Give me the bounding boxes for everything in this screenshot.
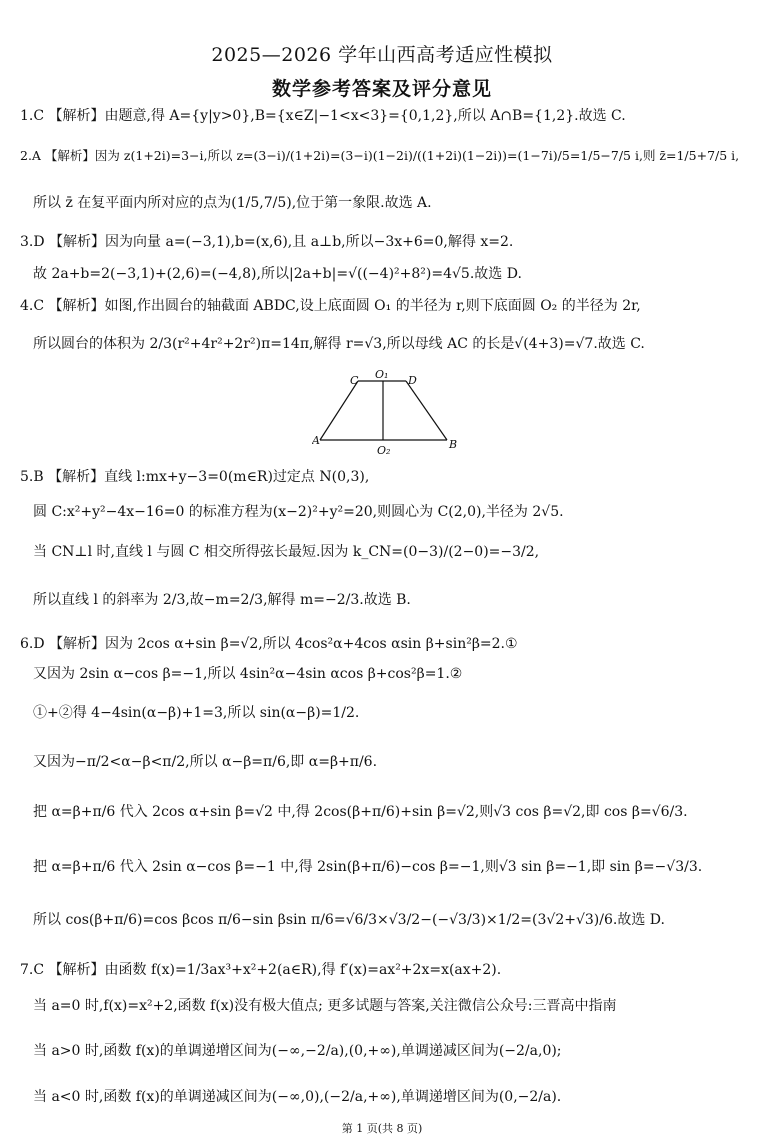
answer-line: 故 2a+b=2(−3,1)+(2,6)=(−4,8),所以|2a+b|=√((−4)²+8²)=4√5.故选 D. <box>33 266 522 282</box>
frustum-axial-section-figure <box>312 370 460 456</box>
page-footer: 第 1 页(共 8 页) <box>341 1122 423 1135</box>
figure-label-o1: O₁ <box>375 370 389 381</box>
answer-line: 2.A 【解析】因为 z(1+2i)=3−i,所以 z=(3−i)/(1+2i)=(3−i)(1−2i)/((1+2i)(1−2i))=(1−7i)/5=1/5−7/5 i,则 z̄=1/5+7/5 i, <box>20 148 740 163</box>
answer-line: 把 α=β+π/6 代入 2cos α+sin β=√2 中,得 2cos(β+π/6)+sin β=√2,则√3 cos β=√2,即 cos β=√6/3. <box>33 804 688 820</box>
answer-line: ①+②得 4−4sin(α−β)+1=3,所以 sin(α−β)=1/2. <box>33 705 360 721</box>
answer-subtitle: 数学参考答案及评分意见 <box>271 78 492 100</box>
answer-line: 当 a<0 时,函数 f(x)的单调递减区间为(−∞,0),(−2/a,+∞),单调递增区间为(0,−2/a). <box>33 1089 562 1105</box>
answer-line: 当 a>0 时,函数 f(x)的单调递增区间为(−∞,−2/a),(0,+∞),单调递减区间为(−2/a,0); <box>33 1043 562 1059</box>
answer-line: 当 CN⊥l 时,直线 l 与圆 C 相交所得弦长最短.因为 k_CN=(0−3)/(2−0)=−3/2, <box>33 544 540 560</box>
answer-line: 又因为 2sin α−cos β=−1,所以 4sin²α−4sin αcos β+cos²β=1.② <box>33 666 463 682</box>
answer-line: 所以圆台的体积为 2/3(r²+4r²+2r²)π=14π,解得 r=√3,所以母线 AC 的长是√(4+3)=√7.故选 C. <box>33 336 645 352</box>
figure-label-c: C <box>350 374 359 387</box>
figure-label-a: A <box>312 434 320 447</box>
figure-label-o2: O₂ <box>377 444 391 456</box>
answer-line: 圆 C:x²+y²−4x−16=0 的标准方程为(x−2)²+y²=20,则圆心为 C(2,0),半径为 2√5. <box>33 504 564 520</box>
answer-line: 当 a=0 时,f(x)=x²+2,函数 f(x)没有极大值点; 更多试题与答案,关注微信公众号:三晋高中指南 <box>33 998 617 1014</box>
answer-line: 4.C 【解析】如图,作出圆台的轴截面 ABDC,设上底面圆 O₁ 的半径为 r,则下底面圆 O₂ 的半径为 2r, <box>20 298 641 314</box>
figure-label-d: D <box>408 374 417 387</box>
answer-line: 又因为−π/2<α−β<π/2,所以 α−β=π/6,即 α=β+π/6. <box>33 754 378 770</box>
answer-line: 3.D 【解析】因为向量 a=(−3,1),b=(x,6),且 a⊥b,所以−3x+6=0,解得 x=2. <box>20 234 514 250</box>
answer-line: 6.D 【解析】因为 2cos α+sin β=√2,所以 4cos²α+4cos αsin β+sin²β=2.① <box>20 636 518 652</box>
answer-line: 7.C 【解析】由函数 f(x)=1/3ax³+x²+2(a∈R),得 f′(x)=ax²+2x=x(ax+2). <box>20 962 502 978</box>
answer-line: 1.C 【解析】由题意,得 A={y|y>0},B={x∈Z|−1<x<3}={0,1,2},所以 A∩B={1,2}.故选 C. <box>20 108 626 124</box>
answer-line: 把 α=β+π/6 代入 2sin α−cos β=−1 中,得 2sin(β+π/6)−cos β=−1,则√3 sin β=−1,即 sin β=−√3/3. <box>33 859 703 875</box>
exam-title: 2025—2026 学年山西高考适应性模拟 <box>211 44 553 66</box>
answer-line: 所以 z̄ 在复平面内所对应的点为(1/5,7/5),位于第一象限.故选 A. <box>33 195 432 211</box>
answer-line: 所以 cos(β+π/6)=cos βcos π/6−sin βsin π/6=√6/3×√3/2−(−√3/3)×1/2=(3√2+√3)/6.故选 D. <box>33 912 665 928</box>
answer-line: 5.B 【解析】直线 l:mx+y−3=0(m∈R)过定点 N(0,3), <box>20 469 370 485</box>
answer-line: 所以直线 l 的斜率为 2/3,故−m=2/3,解得 m=−2/3.故选 B. <box>33 592 411 608</box>
figure-label-b: B <box>449 438 458 451</box>
